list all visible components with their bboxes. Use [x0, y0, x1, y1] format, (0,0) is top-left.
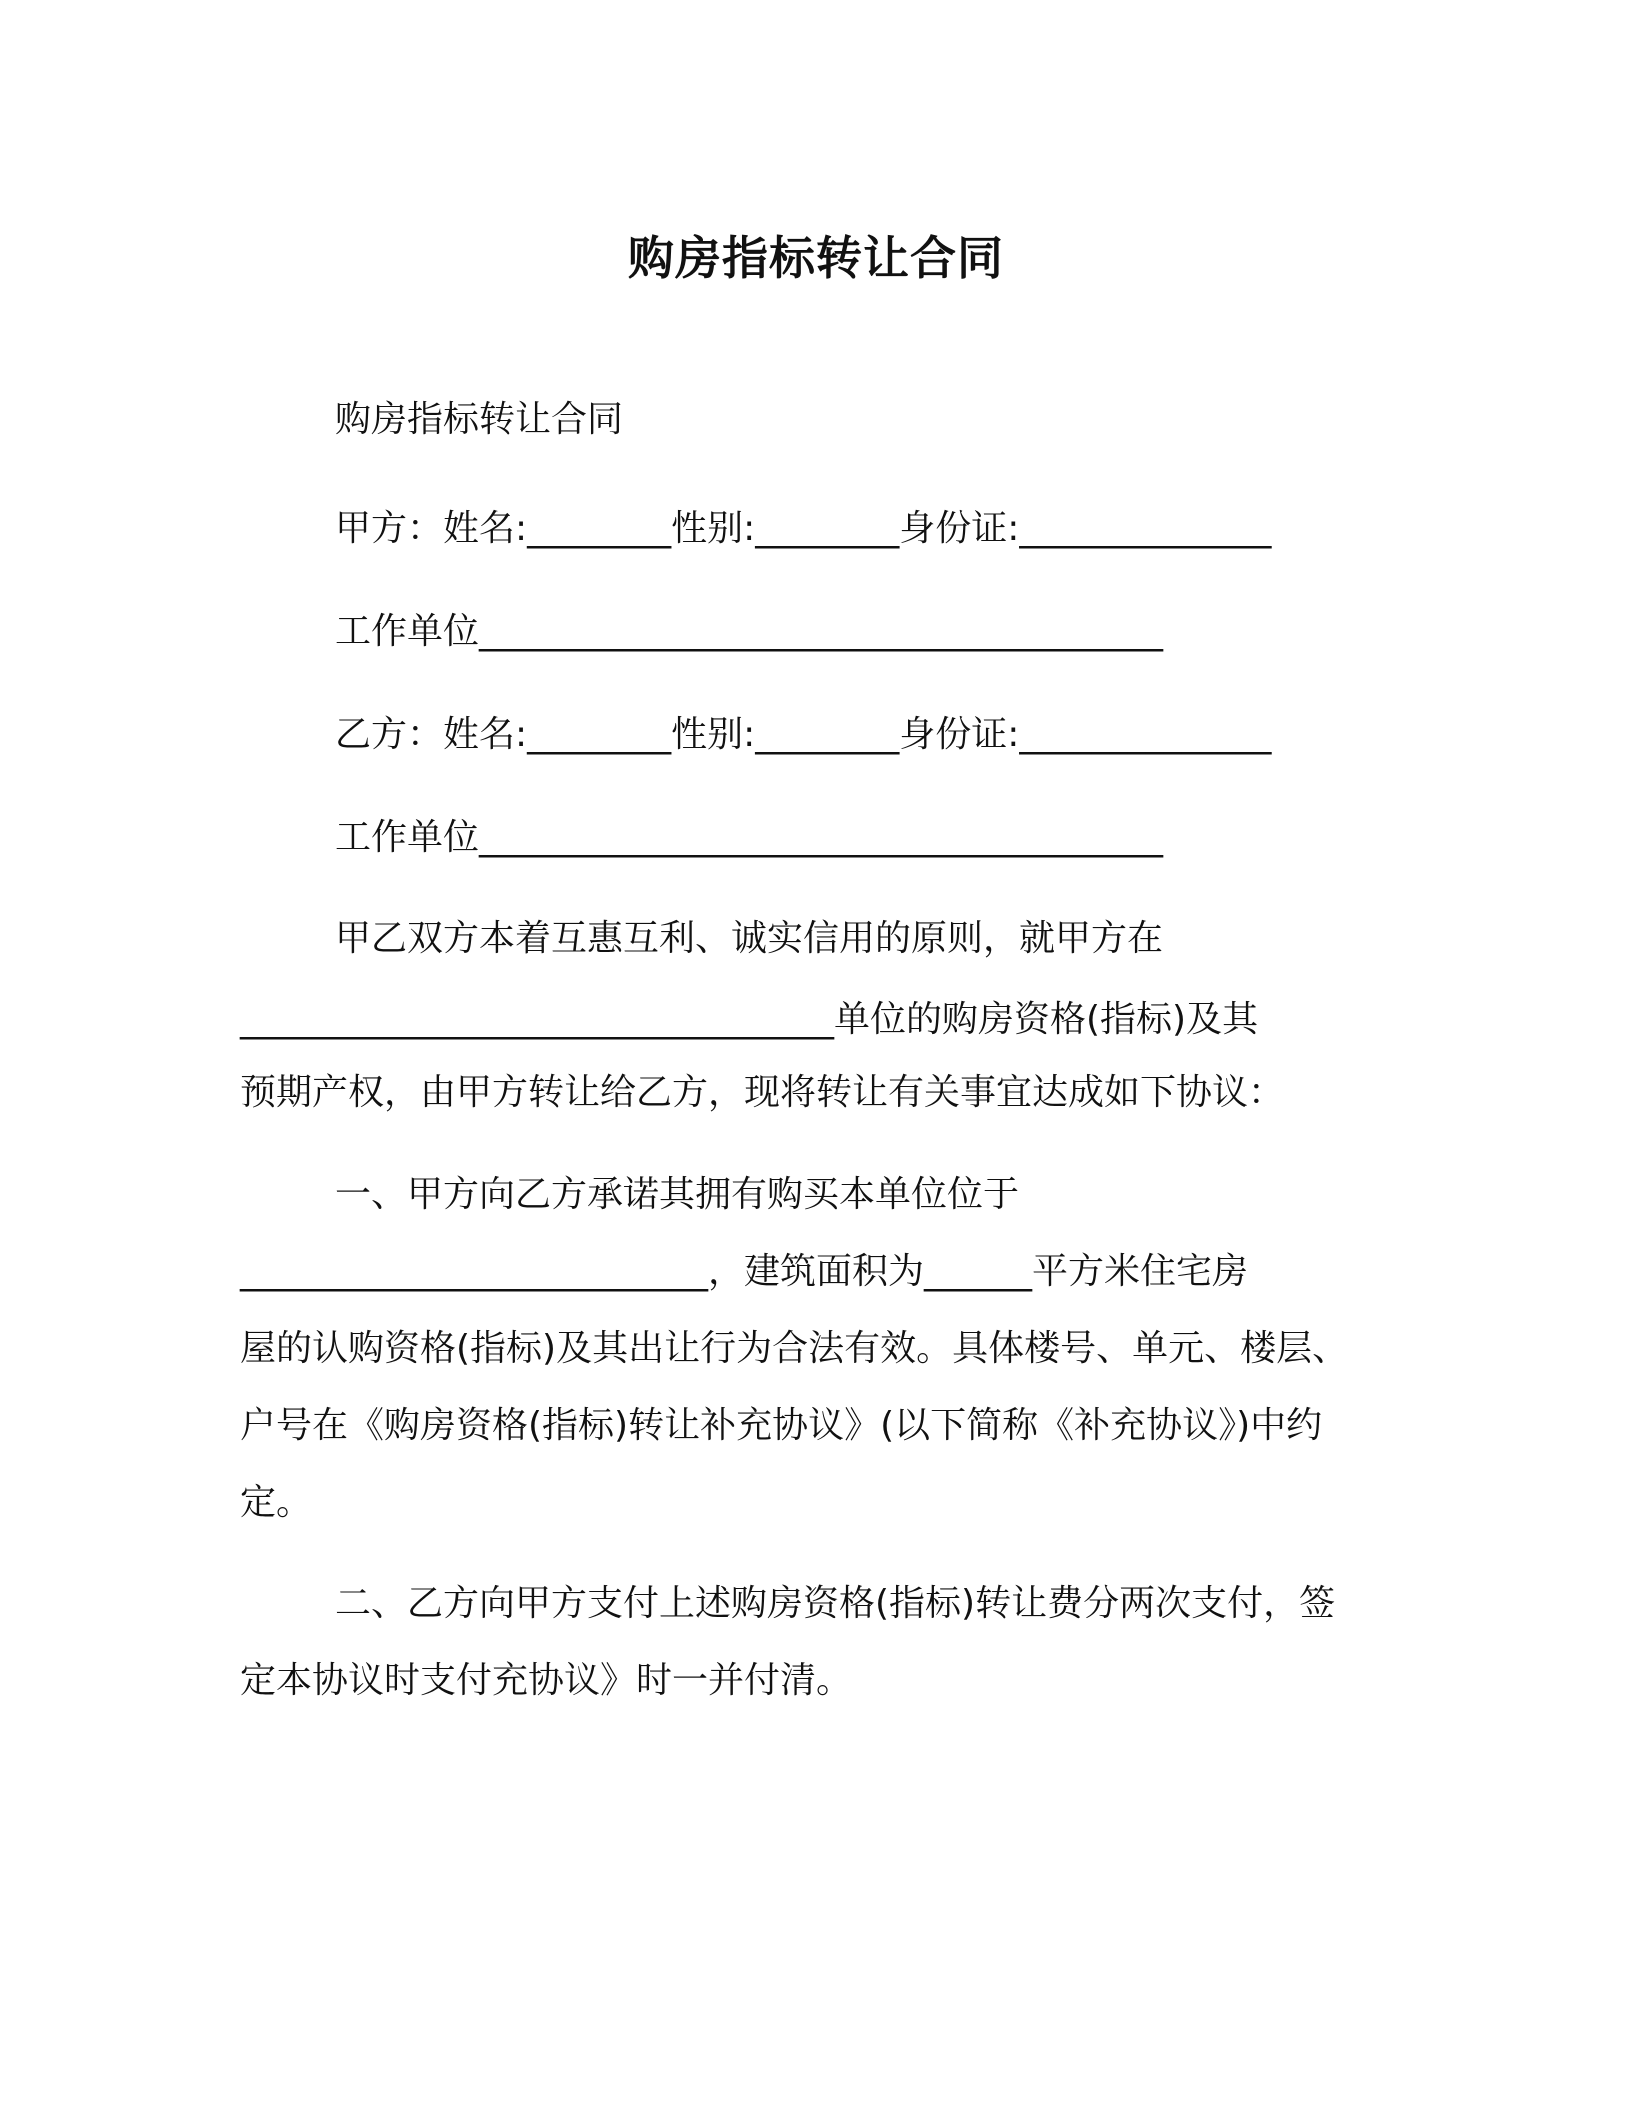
- clause-1-line-1: 一、甲方向乙方承诺其拥有购买本单位位于: [335, 1174, 1020, 1215]
- clause-2-line-2: 定本协议时支付充协议》时一并付清。: [240, 1660, 853, 1701]
- party-b-identity-line: 乙方：姓名:________性别:________身份证:______________: [335, 714, 1272, 755]
- party-b-workplace-line: 工作单位______________________________________: [335, 817, 1164, 858]
- preamble-line-3: 预期产权，由甲方转让给乙方，现将转让有关事宜达成如下协议：: [240, 1072, 1285, 1113]
- clause-1-line-4: 户号在《购房资格(指标)转让补充协议》(以下简称《补充协议》)中约: [240, 1405, 1323, 1446]
- document-subtitle: 购房指标转让合同: [335, 399, 624, 440]
- clause-1-line-2: __________________________，建筑面积为______平方米住宅房: [240, 1251, 1249, 1292]
- document-title: 购房指标转让合同: [628, 231, 1004, 285]
- clause-1-line-5: 定。: [240, 1482, 313, 1523]
- clause-1-line-3: 屋的认购资格(指标)及其出让行为合法有效。具体楼号、单元、楼层、: [240, 1328, 1349, 1369]
- party-a-identity-line: 甲方：姓名:________性别:________身份证:______________: [335, 508, 1272, 549]
- clause-2-line-1: 二、乙方向甲方支付上述购房资格(指标)转让费分两次支付，签: [335, 1583, 1336, 1624]
- preamble-line-1: 甲乙双方本着互惠互利、诚实信用的原则，就甲方在: [335, 918, 1164, 959]
- preamble-line-2: _________________________________单位的购房资格(指标)及其: [240, 999, 1259, 1040]
- party-a-workplace-line: 工作单位______________________________________: [335, 611, 1164, 652]
